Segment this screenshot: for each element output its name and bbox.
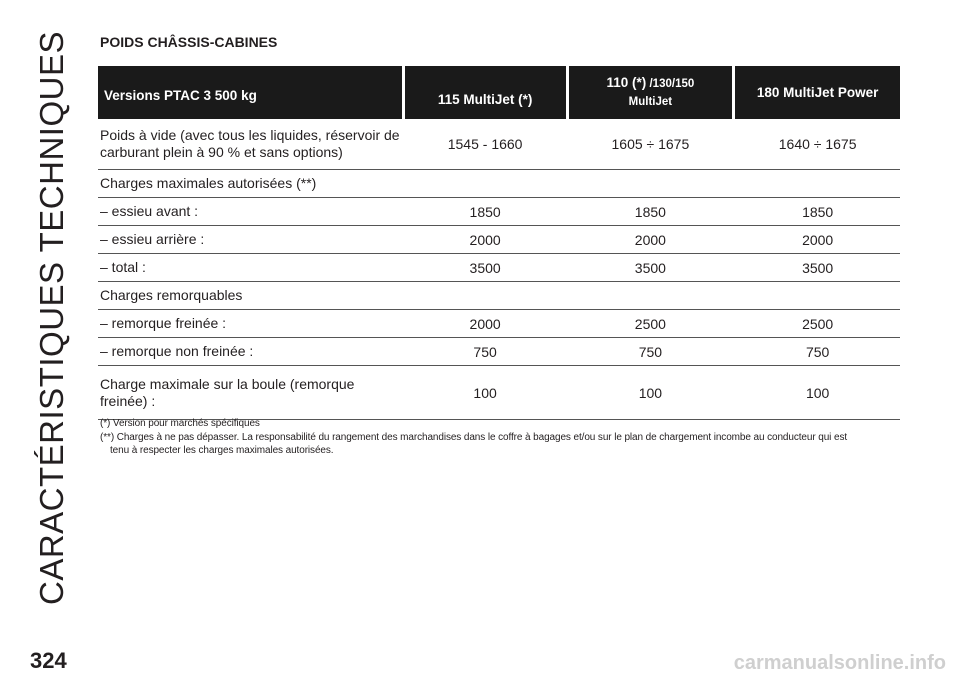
- row-value-v1: 2000: [469, 315, 501, 332]
- footnote-2-line1: (**) Charges à ne pas dépasser. La responsabilité du rangement des marchandises dans le coffre à bagages et/ou sur le plan de chargement incombe au conducteur qui est: [100, 432, 848, 443]
- row-value-v2: 1605 ÷ 1675: [611, 136, 690, 152]
- row-value-v1: 1545 - 1660: [447, 136, 523, 152]
- row-label: – remorque freinée :: [100, 315, 227, 331]
- row-label: Charge maximale sur la boule (remorque freinée) :: [100, 375, 355, 409]
- header-110-line2: MultiJet: [628, 96, 673, 108]
- table-row: [98, 198, 900, 226]
- row-label: – essieu avant :: [100, 203, 199, 219]
- row-value-v3: 3500: [802, 259, 834, 276]
- footnote-2: [100, 431, 890, 457]
- header-110-130-150-multijet: [569, 66, 733, 119]
- row-value-v3: 750: [805, 343, 830, 360]
- table-row: [98, 366, 900, 420]
- table-row: [98, 254, 900, 282]
- row-label: Poids à vide (avec tous les liquides, réservoir de carburant plein à 90 % et sans options): [100, 127, 400, 160]
- table-row: [98, 310, 900, 338]
- weights-table: [98, 66, 900, 420]
- watermark: carmanualsonline.info: [733, 652, 946, 674]
- row-label: – essieu arrière :: [100, 231, 205, 247]
- footnote-2-line2: tenu à respecter les charges maximales autorisées.: [110, 445, 334, 456]
- row-label: Charges remorquables: [100, 287, 243, 303]
- row-value-v2: 1850: [634, 203, 666, 220]
- row-value-v1: 3500: [469, 259, 501, 276]
- row-value-v1: 2000: [469, 231, 501, 248]
- row-value-v3: 1850: [802, 203, 834, 220]
- row-label: – total :: [100, 259, 146, 275]
- row-value-v2: 2500: [634, 315, 666, 332]
- page-number: 324: [30, 648, 67, 673]
- section-title: POIDS CHÂSSIS-CABINES: [100, 34, 278, 50]
- footnote-1: (*) Version pour marchés spécifiques: [100, 418, 260, 429]
- row-value-v2: 3500: [634, 259, 666, 276]
- row-value-v2: 2000: [634, 231, 666, 248]
- row-value-v3: 100: [805, 384, 830, 401]
- header-115-multijet: 115 MultiJet (*): [405, 66, 566, 119]
- table-row: [98, 119, 900, 170]
- header-180-multijet-power: 180 MultiJet Power: [735, 66, 900, 119]
- table-row: [98, 338, 900, 366]
- row-label: Charges maximales autorisées (**): [100, 175, 317, 191]
- chapter-side-title: CARACTÉRISTIQUES TECHNIQUES: [33, 31, 70, 605]
- row-value-v1: 100: [473, 384, 497, 401]
- row-value-v3: 2500: [802, 315, 834, 332]
- header-130-150-label: /130/150: [646, 78, 695, 90]
- row-label: – remorque non freinée :: [100, 343, 254, 359]
- table-row: [98, 170, 900, 198]
- table-row: [98, 282, 900, 310]
- row-value-v1: 750: [473, 343, 497, 360]
- row-value-v1: 1850: [469, 203, 501, 220]
- row-value-v3: 2000: [802, 231, 834, 248]
- row-value-v2: 100: [638, 384, 663, 401]
- table-header: [98, 66, 900, 119]
- row-value-v2: 750: [638, 343, 663, 360]
- header-110-line1: [607, 74, 695, 93]
- table-row: [98, 226, 900, 254]
- header-versions: Versions PTAC 3 500 kg: [98, 66, 402, 119]
- header-110-label: 110 (*): [606, 75, 647, 90]
- table-body: [98, 119, 900, 420]
- row-value-v3: 1640 ÷ 1675: [778, 136, 857, 152]
